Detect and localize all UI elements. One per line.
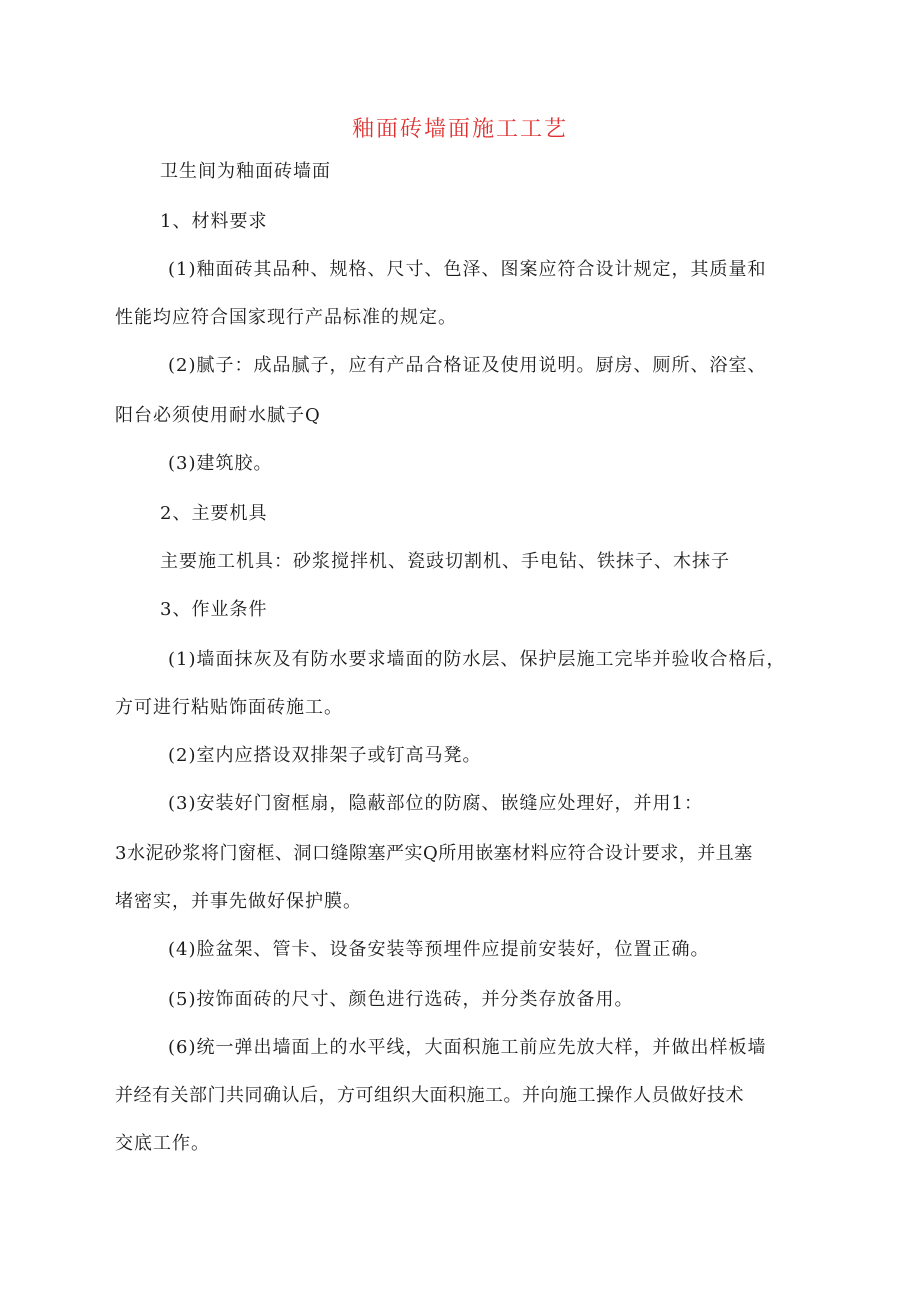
paragraph-line: (3)安装好门窗框扇，隐蔽部位的防腐、嵌缝应处理好，并用1：	[168, 793, 703, 814]
section-heading: 2、主要机具	[160, 503, 268, 524]
paragraph-line: (2)室内应搭设双排架子或钉高马凳。	[168, 745, 482, 766]
paragraph-line: 性能均应符合国家现行产品标准的规定。	[115, 307, 457, 328]
paragraph-line: (6)统一弹出墙面上的水平线，大面积施工前应先放大样，并做出样板墙	[168, 1037, 767, 1058]
paragraph-line: (1)墙面抹灰及有防水要求墙面的防水层、保护层施工完毕并验收合格后，	[168, 649, 786, 670]
paragraph-line: (2)腻子：成品腻子，应有产品合格证及使用说明。厨房、厕所、浴室、	[168, 355, 767, 376]
paragraph-line: 堵密实，并事先做好保护膜。	[115, 891, 362, 912]
section-heading: 1、材料要求	[160, 211, 268, 232]
paragraph-line: 主要施工机具：砂浆搅拌机、瓷豉切割机、手电钻、铁抹子、木抹子	[160, 551, 730, 572]
paragraph-line: 卫生间为釉面砖墙面	[160, 161, 331, 182]
paragraph-line: 3水泥砂浆将门窗框、洞口缝隙塞严实Q所用嵌塞材料应符合设计要求，并且塞	[115, 843, 753, 864]
paragraph-line: (3)建筑胶。	[168, 453, 273, 474]
paragraph-line: (1)釉面砖其品种、规格、尺寸、色泽、图案应符合设计规定，其质量和	[168, 259, 767, 280]
paragraph-line: 方可进行粘贴饰面砖施工。	[115, 697, 343, 718]
paragraph-line: 阳台必须使用耐水腻子Q	[115, 405, 321, 426]
paragraph-line: 并经有关部门共同确认后，方可组织大面积施工。并向施工操作人员做好技术	[115, 1085, 744, 1106]
paragraph-line: (4)脸盆架、管卡、设备安装等预埋件应提前安装好，位置正确。	[168, 939, 710, 960]
paragraph-line: 交底工作。	[115, 1133, 210, 1154]
section-heading: 3、作业条件	[160, 599, 268, 620]
paragraph-line: (5)按饰面砖的尺寸、颜色进行选砖，并分类存放备用。	[168, 989, 634, 1010]
document-title: 釉面砖墙面施工工艺	[351, 117, 568, 142]
